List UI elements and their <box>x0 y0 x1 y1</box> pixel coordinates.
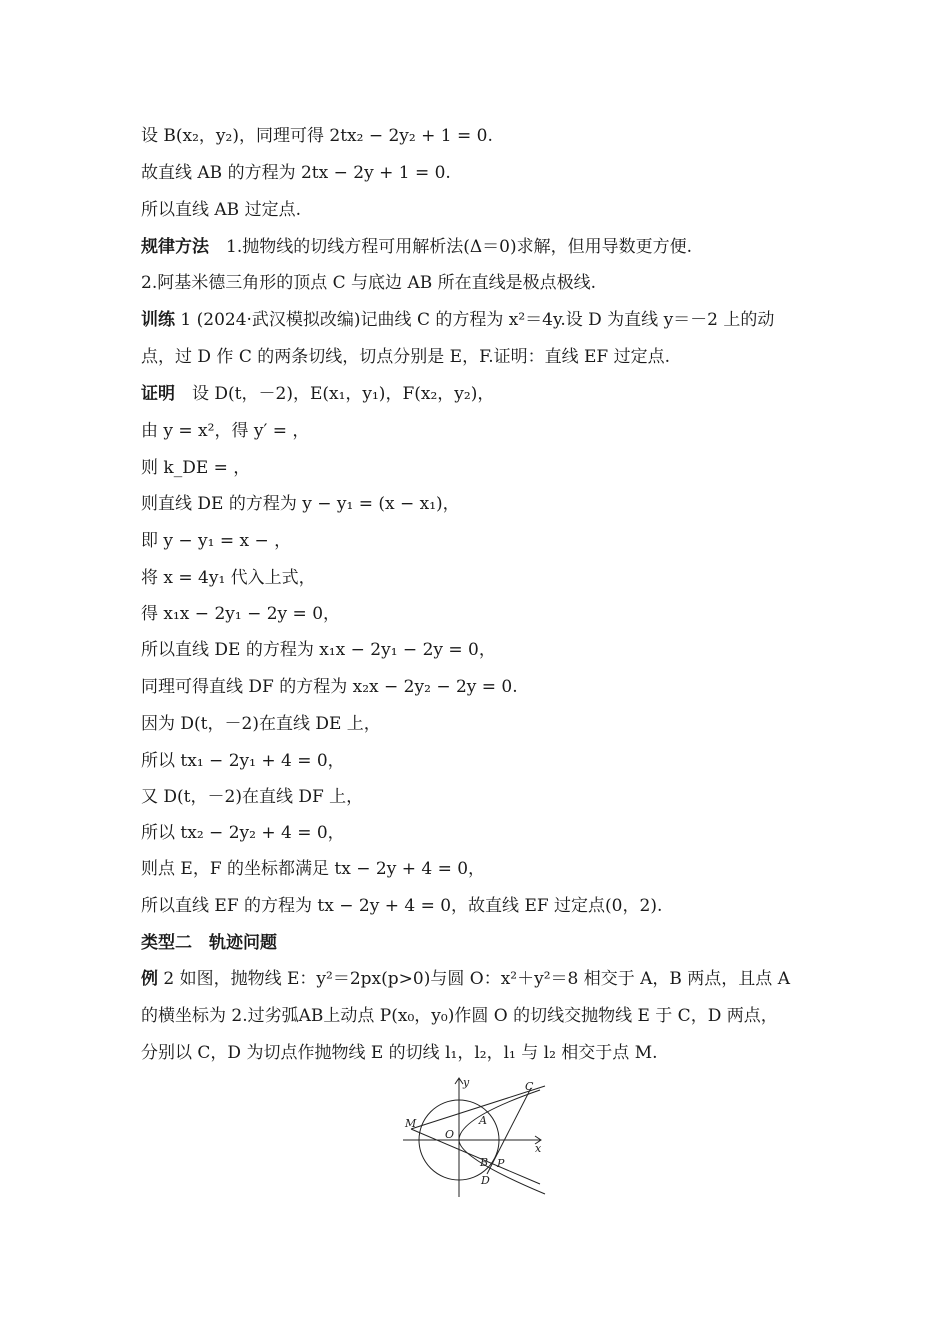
label-b: B <box>480 1156 489 1169</box>
example-label: 例 <box>141 969 158 989</box>
text-line: 设 B(x₂，y₂)，同理可得 2tx₂ − 2y₂ + 1 = 0. <box>141 126 493 146</box>
section-heading: 类型二 轨迹问题 <box>141 933 277 953</box>
label-p: P <box>497 1157 505 1170</box>
label-c: C <box>525 1080 534 1093</box>
method-label: 规律方法 <box>141 237 209 257</box>
text-line: 所以直线 DE 的方程为 x₁x − 2y₁ − 2y = 0， <box>141 640 496 660</box>
text-line: 规律方法 1.抛物线的切线方程可用解析法(Δ＝0)求解，但用导数更方便. <box>141 237 692 257</box>
text-line: 又 D(t，－2)在直线 DF 上， <box>141 787 364 807</box>
label-o: O <box>445 1128 455 1141</box>
geometry-figure <box>395 1072 555 1202</box>
text-line: 则直线 DE 的方程为 y − y₁ = (x − x₁)， <box>141 494 460 514</box>
text-line: 得 x₁x − 2y₁ − 2y = 0， <box>141 604 341 624</box>
text-line: 故直线 AB 的方程为 2tx − 2y + 1 = 0. <box>141 163 451 183</box>
label-m: M <box>405 1117 417 1130</box>
text-line: 则点 E，F 的坐标都满足 tx − 2y + 4 = 0， <box>141 859 486 879</box>
text-line: 所以直线 EF 的方程为 tx − 2y + 4 = 0，故直线 EF 过定点(0，2). <box>141 896 663 916</box>
text-line: 因为 D(t，－2)在直线 DE 上， <box>141 714 381 734</box>
text-line: 所以直线 AB 过定点. <box>141 200 301 220</box>
tangent-l2 <box>411 1129 540 1184</box>
parabola-e <box>459 1090 545 1194</box>
text-line: 证明 设 D(t，－2)，E(x₁，y₁)，F(x₂，y₂)， <box>141 384 495 404</box>
tangent-cd <box>487 1088 531 1174</box>
label-d: D <box>481 1174 490 1187</box>
label-a: A <box>479 1114 487 1127</box>
label-x: x <box>535 1142 542 1155</box>
text-line: 则 k_DE = ， <box>141 458 251 478</box>
text-line: 由 y = x²，得 y′ = ， <box>141 421 310 441</box>
text-line: 即 y − y₁ = x − ， <box>141 531 292 551</box>
text-line: 的横坐标为 2.过劣弧AB上动点 P(x₀，y₀)作圆 O 的切线交抛物线 E 于 C，D 两点， <box>141 1006 778 1026</box>
label-y: y <box>463 1076 470 1089</box>
text-line: 2.阿基米德三角形的顶点 C 与底边 AB 所在直线是极点极线. <box>141 273 597 293</box>
text-line: 将 x = 4y₁ 代入上式， <box>141 568 316 588</box>
proof-label: 证明 <box>141 384 175 404</box>
text-line: 所以 tx₂ − 2y₂ + 4 = 0， <box>141 823 345 843</box>
text-line: 同理可得直线 DF 的方程为 x₂x − 2y₂ − 2y = 0. <box>141 677 518 697</box>
text-line: 所以 tx₁ − 2y₁ + 4 = 0， <box>141 751 345 771</box>
text-line: 训练 1 (2024·武汉模拟改编)记曲线 C 的方程为 x²＝4y.设 D 为直线 y＝－2 上的动 <box>141 310 775 330</box>
text-line: 分别以 C，D 为切点作抛物线 E 的切线 l₁，l₂，l₁ 与 l₂ 相交于点 M. <box>141 1043 658 1063</box>
text-line: 点，过 D 作 C 的两条切线，切点分别是 E，F.证明：直线 EF 过定点. <box>141 347 671 367</box>
text-line: 例 2 如图，抛物线 E：y²＝2px(p>0)与圆 O：x²＋y²＝8 相交于 A，B 两点，且点 A <box>141 969 790 989</box>
exercise-label: 训练 <box>141 310 175 330</box>
